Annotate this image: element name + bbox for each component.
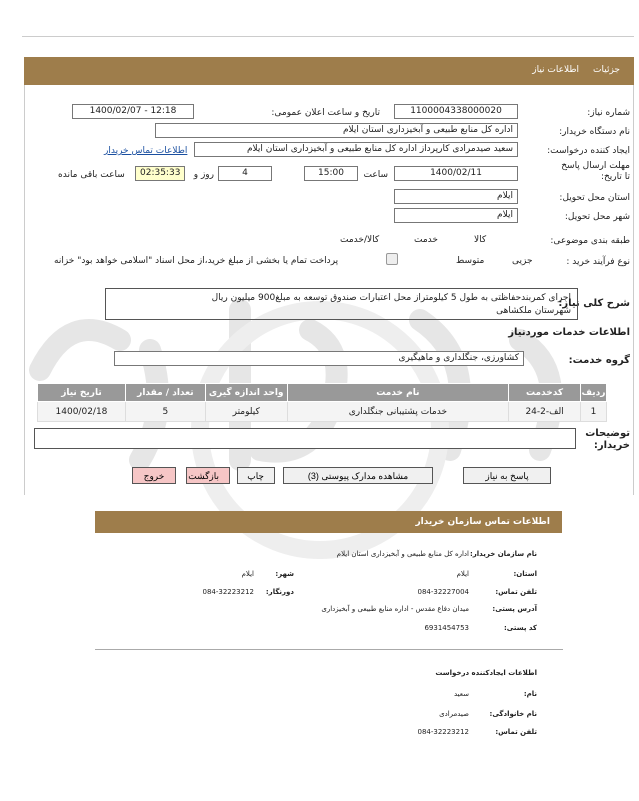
description-line-1: اجرای کمربندحفاظتی به طول 5 کیلومتراز محل اعتبارات صندوق توسعه به مبلغ900 میلیون ریال	[211, 293, 571, 303]
buyer-notes-label: توضیحات خریدار:	[585, 428, 630, 451]
cell-code: الف-2-24	[509, 402, 581, 422]
service-group-label: گروه خدمت:	[568, 355, 630, 366]
col-unit: واحد اندازه گیری	[205, 384, 287, 402]
process-label: نوع فرآیند خرید :	[566, 257, 630, 267]
buyer-field: اداره کل منابع طبیعی و آبخیزداری استان ایلام	[155, 123, 518, 138]
province-label: استان محل تحویل:	[559, 193, 630, 203]
process-minor-label: جزیی	[512, 256, 533, 266]
deadline-date-field: 1400/02/11	[394, 166, 518, 181]
creator-phone-value: 084-32223212	[417, 728, 469, 736]
creator-section-title: اطلاعات ایجادکننده درخواست	[435, 669, 537, 677]
buyer-contact-link[interactable]: اطلاعات تماس خریدار	[104, 146, 188, 156]
deadline-label: مهلت ارسال پاسخ تا تاریخ:	[561, 161, 630, 182]
print-button[interactable]: چاپ	[237, 467, 275, 484]
category-service-label: خدمت	[414, 235, 438, 245]
contact-city-value: ایلام	[241, 570, 254, 578]
province-field: ایلام	[394, 189, 518, 204]
col-qty: تعداد / مقدار	[125, 384, 205, 402]
services-title: اطلاعات خدمات موردنیاز	[508, 327, 630, 338]
process-medium-label: متوسط	[456, 256, 485, 266]
description-line-2: شهرستان ملکشاهی	[496, 306, 571, 316]
description-box	[105, 288, 578, 320]
creator-phone-label: تلفن تماس:	[495, 728, 537, 736]
address-value: میدان دفاع مقدس - اداره منابع طبیعی و آبخیزداری	[321, 605, 469, 613]
need-number-label: شماره نیاز:	[587, 108, 630, 118]
table-row	[38, 402, 607, 422]
remaining-time-field: 02:35:33	[135, 166, 185, 181]
cell-date: 1400/02/18	[38, 402, 126, 422]
deadline-hour-label: ساعت	[363, 170, 388, 180]
description-label: شرح کلی نیاز:	[558, 298, 630, 309]
postal-label: کد پستی:	[503, 624, 537, 632]
announce-label: تاریخ و ساعت اعلان عمومی:	[271, 108, 380, 118]
address-label: آدرس پستی:	[492, 605, 537, 613]
col-row: ردیف	[581, 384, 607, 402]
need-number-field: 1100004338000020	[394, 104, 518, 119]
phone-label: تلفن تماس:	[495, 588, 537, 596]
remaining-label: ساعت باقی مانده	[58, 170, 125, 180]
creator-family-label: نام خانوادگی:	[489, 710, 537, 718]
cell-qty: 5	[125, 402, 205, 422]
tab-need-info[interactable]: اطلاعات نیاز	[532, 65, 580, 75]
tab-details[interactable]: جزئیات	[593, 65, 620, 75]
org-value: اداره کل منابع طبیعی و آبخیزداری استان ایلام	[336, 550, 469, 558]
days-field: 4	[218, 166, 272, 181]
back-button[interactable]: بازگشت	[186, 467, 230, 484]
cell-name: خدمات پشتیبانی جنگلداری	[287, 402, 508, 422]
col-code: کدخدمت	[509, 384, 581, 402]
announce-field: 1400/02/07 - 12:18	[72, 104, 194, 119]
contact-province-label: استان:	[513, 570, 537, 578]
attachments-button[interactable]: مشاهده مدارک پیوستی (3)	[283, 467, 433, 484]
creator-label: ایجاد کننده درخواست:	[547, 146, 630, 156]
postal-value: 6931454753	[424, 624, 469, 632]
city-label: شهر محل تحویل:	[564, 212, 630, 222]
creator-name-label: نام:	[523, 690, 537, 698]
reply-button[interactable]: پاسخ به نیاز	[463, 467, 551, 484]
deadline-time-field: 15:00	[304, 166, 358, 181]
treasury-payment-note: پرداخت تمام یا بخشی از مبلغ خرید،از محل اسناد "اسلامی خواهد بود" خزانه	[54, 256, 339, 266]
cell-unit: کیلومتر	[205, 402, 287, 422]
contact-section-title: اطلاعات تماس سازمان خریدار	[95, 511, 562, 533]
buyer-label: نام دستگاه خریدار:	[559, 127, 630, 137]
top-divider	[22, 36, 634, 37]
fax-label: دورنگار:	[265, 588, 294, 596]
category-label: طبقه بندی موضوعی:	[550, 236, 630, 246]
col-name: نام خدمت	[287, 384, 508, 402]
buyer-notes-box	[34, 428, 576, 449]
col-date: تاریخ نیاز	[38, 384, 126, 402]
contact-divider	[95, 649, 563, 650]
page-header	[24, 57, 634, 85]
exit-button[interactable]: خروج	[132, 467, 176, 484]
creator-name-value: سعید	[453, 690, 469, 698]
city-field: ایلام	[394, 208, 518, 223]
creator-field: سعید صیدمرادی کارپرداز اداره کل منابع طبیعی و آبخیزداری استان ایلام	[194, 142, 518, 157]
phone-value: 084-32227004	[417, 588, 469, 596]
services-table-wrap	[37, 383, 607, 422]
category-goods-service-label: کالا/خدمت	[340, 235, 380, 245]
cell-row: 1	[581, 402, 607, 422]
org-label: نام سازمان خریدار:	[469, 550, 537, 558]
contact-city-label: شهر:	[275, 570, 294, 578]
contact-province-value: ایلام	[456, 570, 469, 578]
service-group-field: کشاورزی، جنگلداری و ماهیگیری	[114, 351, 524, 366]
services-table	[37, 383, 607, 422]
creator-family-value: صیدمرادی	[439, 710, 469, 718]
category-goods-label: کالا	[474, 235, 487, 245]
treasury-payment-checkbox[interactable]	[386, 253, 398, 265]
fax-value: 084-32223212	[202, 588, 254, 596]
days-label: روز و	[193, 170, 214, 180]
